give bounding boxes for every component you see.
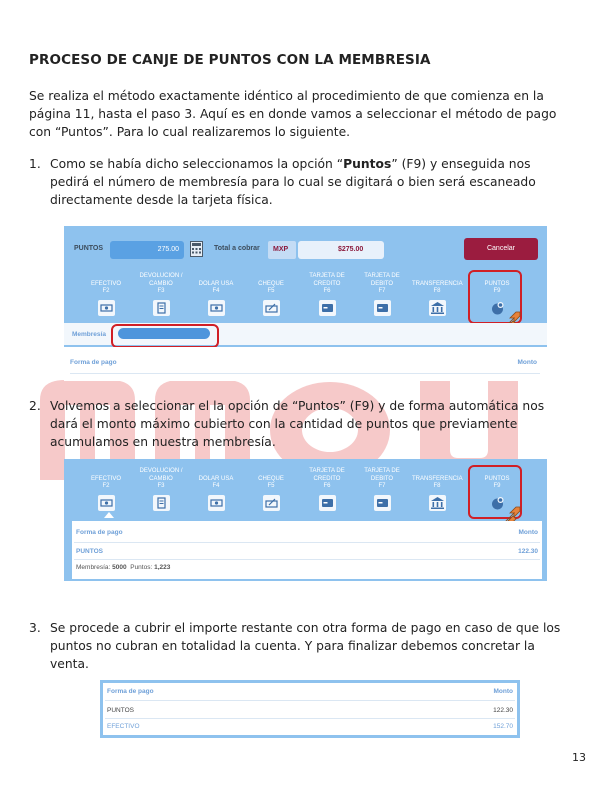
amount-header: Monto <box>518 529 538 536</box>
amount-header: Monto <box>517 359 537 366</box>
step-text: Se procede a cubrir el importe restante con otra forma de pago en caso de que los puntos no cubran en totalidad la cuenta. Y para finalizar debemos concretar la venta. <box>50 621 561 671</box>
pos-screenshot-3 <box>100 680 520 738</box>
payment-method-header: Forma de pago <box>70 359 117 366</box>
pos-screenshot-2 <box>64 459 547 581</box>
receipt-icon <box>153 495 170 511</box>
points-field[interactable]: 275.00 <box>110 241 184 259</box>
payment-table <box>72 521 542 579</box>
selected-caret-icon <box>104 512 114 518</box>
credit-card-icon <box>319 300 336 316</box>
credit-card-icon <box>319 495 336 511</box>
amount-header: Monto <box>493 688 513 695</box>
payment-row-amount: 122.30 <box>518 548 538 555</box>
method-debit-card[interactable]: TARJETA DE DEBITO F7 <box>357 461 407 511</box>
method-check[interactable]: CHEQUE F5 <box>246 461 296 511</box>
divider <box>74 559 540 560</box>
debit-card-icon <box>374 495 391 511</box>
method-cash[interactable]: EFECTIVO F2 <box>81 461 131 511</box>
payment-row-amount: 122.30 <box>493 707 513 714</box>
step-number: 1. <box>29 157 41 171</box>
cash-icon <box>98 495 115 511</box>
intro-paragraph: Se realiza el método exactamente idéntico al procedimiento de que comienza en la página 11, hasta el paso 3. Aquí es en donde vamos a seleccionar el método de pago con “Puntos”. Para lo cual realizaremos lo siguiente. <box>29 89 557 139</box>
payment-method-header: Forma de pago <box>107 688 154 695</box>
step-text: Como se había dicho seleccionamos la opción “Puntos” (F9) y enseguida nos pedirá el número de membresía para lo cual se digitará o bien será escaneado directamente desde la tarjeta física. <box>50 157 536 207</box>
divider <box>70 373 540 374</box>
document-title: PROCESO DE CANJE DE PUNTOS CON LA MEMBRESIA <box>29 52 431 68</box>
step-number: 3. <box>29 621 41 635</box>
payment-row-method[interactable]: EFECTIVO <box>107 723 140 730</box>
membership-highlight-box <box>111 324 219 348</box>
method-points[interactable]: PUNTOS F9 <box>472 461 522 511</box>
step-text: Volvemos a seleccionar el la opción de “Puntos” (F9) y de forma automática nos dará el monto máximo cubierto con la cantidad de puntos que previamente acumulamos en nuestra membresía. <box>50 399 545 449</box>
payment-row-method[interactable]: PUNTOS <box>107 707 134 714</box>
method-dollar[interactable]: DOLAR USA F4 <box>191 461 241 511</box>
page-number: 13 <box>572 751 586 764</box>
membership-info: Membresía: 5000 Puntos: 1,223 <box>76 564 171 571</box>
pos-screenshot-1 <box>64 226 547 381</box>
check-icon <box>263 495 280 511</box>
method-transfer[interactable]: TRANSFERENCIA F8 <box>412 461 462 511</box>
payment-row-amount: 152.70 <box>493 723 513 730</box>
method-points[interactable]: PUNTOS F9 <box>472 266 522 316</box>
payment-method-header: Forma de pago <box>76 529 123 536</box>
pos-topbar <box>64 236 547 263</box>
method-check[interactable]: CHEQUE F5 <box>246 266 296 316</box>
bank-icon <box>429 495 446 511</box>
payment-table <box>103 683 517 735</box>
dollar-bill-icon <box>208 300 225 316</box>
dollar-bill-icon <box>208 495 225 511</box>
step-number: 2. <box>29 399 41 413</box>
cash-icon <box>98 300 115 316</box>
currency-badge: MXP <box>268 241 296 259</box>
check-icon <box>263 300 280 316</box>
debit-card-icon <box>374 300 391 316</box>
payment-row-method[interactable]: PUNTOS <box>76 548 103 555</box>
method-dollar[interactable]: DOLAR USA F4 <box>191 266 241 316</box>
total-label: Total a cobrar <box>214 245 260 252</box>
cancel-button[interactable]: Cancelar <box>464 238 538 260</box>
divider <box>74 542 540 543</box>
method-return[interactable]: DEVOLUCION / CAMBIO F3 <box>136 266 186 316</box>
receipt-icon <box>153 300 170 316</box>
calculator-icon[interactable] <box>190 241 203 257</box>
points-label: PUNTOS <box>74 245 104 252</box>
method-debit-card[interactable]: TARJETA DE DEBITO F7 <box>357 266 407 316</box>
total-amount-field: $275.00 <box>298 241 384 259</box>
method-credit-card[interactable]: TARJETA DE CREDITO F6 <box>302 266 352 316</box>
divider <box>105 718 515 719</box>
divider <box>105 700 515 701</box>
method-credit-card[interactable]: TARJETA DE CREDITO F6 <box>302 461 352 511</box>
membership-label: Membresía <box>72 331 106 338</box>
method-return[interactable]: DEVOLUCION / CAMBIO F3 <box>136 461 186 511</box>
payment-table <box>64 347 547 381</box>
method-transfer[interactable]: TRANSFERENCIA F8 <box>412 266 462 316</box>
bank-icon <box>429 300 446 316</box>
method-cash[interactable]: EFECTIVO F2 <box>81 266 131 316</box>
